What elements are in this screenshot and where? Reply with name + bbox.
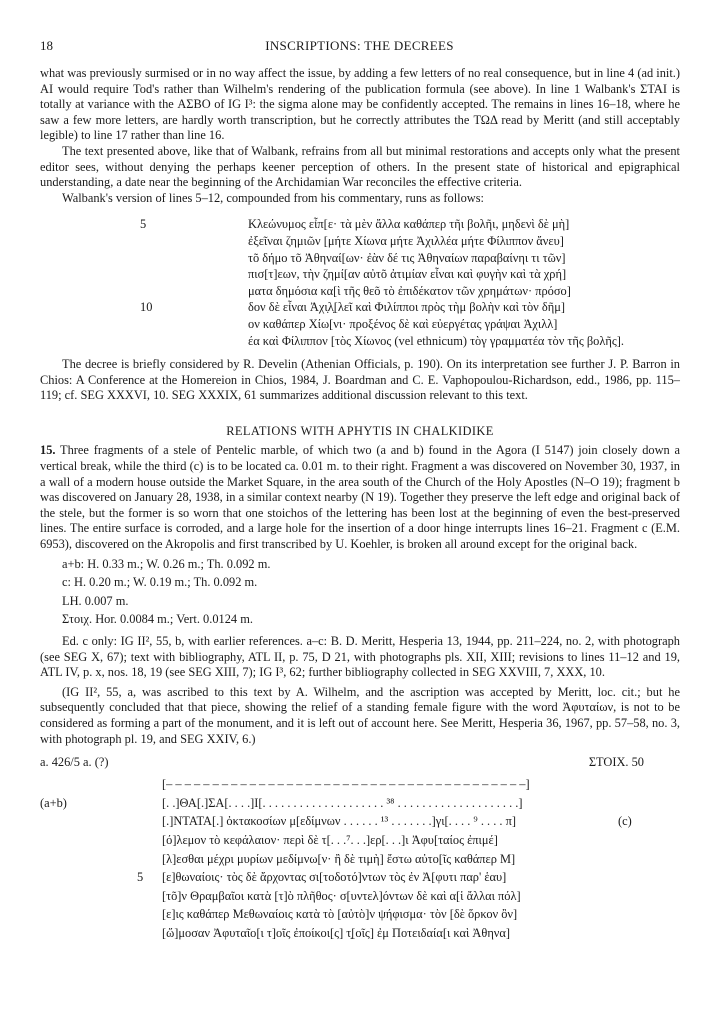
walbank-line [40,333,680,350]
walbank-line [40,266,680,283]
line-number [40,266,248,283]
entry-number: 15. [40,443,56,458]
line-text: Κλεώνυμος εἶπ[ε· τὰ μὲν ἄλλα καθάπερ τῆι βολῆι, μηδενὶ δὲ μὴ] [248,217,570,232]
section-description-paragraph [40,443,680,552]
section-description: Three fragments of a stele of Pentelic marble, of which two (a and b) found in the Agora (I 5147) join closely down a vertical break, while the third (c) is to be located ca. 0.01 m. to their right. Fragment a was discovered on November 30, 1937, in a wall of a modern house outside the Market Square, in the area south of the Church of the Holy Apostles (N–O 19); fragment b was discovered on January 28, 1938, in a similar context nearby (N 19). Together they preserve the left edge and original back of the stele, but the former is so worn that one stoichos of the lettering has been lost at the beginning of even the best-preserved lines. The entire surface is corroded, and a large hole for the insertion of a door hinge interrupts lines 16–21. Fragment c (E.M. 6953), discovered on the Akropolis and first transcribed by U. Koehler, is broken all around except for the original back. [40,443,680,552]
bibliography-paragraph: The decree is briefly considered by R. Develin (Athenian Officials, p. 190). On its interpretation see further J. P. Barron in Chios: A Conference at the Homereion in Chios, 1984, J. Boardman and C. E. Vaphopoulou-Richardson, edd., 1986, pp. 115–119; cf. SEG XXXVI, 10. SEG XXXIX, 61 summarizes additional discussion relevant to this text. [40,357,680,403]
inscription-line [40,868,680,887]
line-text: [. .]ΘΑ[.]ΣΑ[. . . .]Ι[. . . . . . . . . . . . . . . . . . . . ³⁸ . . . . . . . . . . . . . . . . . . . .] [162,795,523,810]
line-text: [ε]ις καθάπερ Μεθωναίοις κατὰ τὸ [αὐτὸ]ν ψήφισμα· τὸν [δὲ ὅρκον ὂν] [162,907,518,922]
line-text: [– – – – – – – – – – – – – – – – – – – – – – – – – – – – – – – – – – – – – – –] [162,777,530,792]
line-text: ματα δημόσια κα[ὶ τῆς θεõ τὸ ἐπιδέκατον τῶν χρημάτων· πρόσο] [248,283,571,298]
line-text: πισ[τ]εων, τὴν ζημί[αν αὐτõ ἀτιμίαν εἶναι καὶ φυγὴν καὶ τὰ χρή] [248,267,567,282]
fragment-ab-label: (a+b) [40,795,67,810]
measurement-ab: a+b: H. 0.33 m.; W. 0.26 m.; Th. 0.092 m. [62,556,271,571]
inscription-line [40,850,680,869]
inscription-line [40,924,680,943]
inscription-text [40,775,680,942]
line-text: δον δὲ εἶναι Ἀχι̣λ̣[λεῖ καὶ Φιλίπποι πρὸς τὴμ βολὴν καὶ τὸν δῆμ] [248,300,565,315]
walbank-line [40,233,680,250]
walbank-line [40,299,680,316]
line-text: [ε]θωναίοις· τὸς δὲ ἄρχοντας σι[τοδοτό]ντων τὸς ἐν Ἀ[φυτι παρ' ἑαυ] [162,870,507,885]
line-number [40,333,248,350]
intro-paragraph-2: The text presented above, like that of Walbank, refrains from all but minimal restorations and accepts only what the present editor sees, without denying the perhaps keener perception of others. In the present state of historical and epigraphical understanding, a date near the beginning of the Archidamian War reconciles the effective criteria. [40,143,680,190]
inscription-line [40,831,680,850]
walbank-line [40,216,680,233]
line-text: [ό]λεμον τὸ κεφάλαιον· περὶ δὲ τ[. . .⁷. . .]ερ[. . .]ι Ἀφυ[ταίος ἐπιμέ] [162,832,498,847]
line-number: 10 [140,300,153,315]
measurements-block [40,557,680,628]
section-title: RELATIONS WITH APHYTIS IN CHALKIDIKE [226,423,494,438]
inscription-line [40,887,680,906]
line-number [40,250,248,267]
line-text: [.]ΝΤΑΤΑ[.] ὀκτακοσίων μ[εδίμνων . . . . . . ¹³ . . . . . . .]γι[. . . . ⁹ . . . . π] [162,814,517,829]
inscription-date: a. 426/5 a. (?) [40,755,109,770]
measurement-c: c: H. 0.20 m.; W. 0.19 m.; Th. 0.092 m. [62,575,258,590]
walbank-line [40,250,680,267]
line-text: έα καὶ Φίλιππον [τὸς Χίωνος (vel ethnicum) τὸγ γραμματέα τὸν τῆς βολῆς]. [248,333,624,348]
inscription-line [40,794,680,813]
line-number [40,283,248,300]
inscription-line [40,905,680,924]
line-text: τõ δήμο τõ Ἀθηναί[ων· ἐὰν δέ τις Ἀθηναίων παραβαίνηι τι τῶν] [248,250,566,265]
page-header [40,38,679,56]
line-number: 5 [140,217,147,232]
fragment-c-label: (c) [618,814,632,829]
line-number [40,233,248,250]
note-paragraph: (IG II², 55, a, was ascribed to this text by A. Wilhelm, and the ascription was accepted by Meritt, loc. cit.; but he subsequently concluded that that piece, showing the relief of a standing female figure with the word Ἀφυταίων, is not to be considered as forming a part of the monument, and it is left out of account here. See Meritt, Hesperia 36, 1967, pp. 57–58, no. 3, with photograph pl. 19, and SEG XXIV, 6.) [40,684,680,746]
page-content [40,66,680,943]
editions-block [40,634,680,747]
running-head: INSCRIPTIONS: THE DECREES [265,38,454,53]
line-text: [ὤ]μοσαν Ἀφυταῖο[ι τ]οῖς ἐποίκοι[ς] τ̣[οῖς] ἐμ Ποτειδαία[ι καὶ Ἀθηνα] [162,925,511,940]
inscription-header [40,755,680,773]
line-number: 5 [137,870,144,885]
page-number: 18 [40,38,53,53]
line-text: [λ]εσθαι μέχρι μυρίων μεδίμνω[ν· ἢ δὲ τιμὴ] ἔστω αὐτο[ῖς καθάπερ Μ] [162,851,516,866]
walbank-text-block [40,216,680,349]
stoichedon-spacing: Στοιχ. Hor. 0.0084 m.; Vert. 0.0124 m. [62,612,253,627]
line-text: ἐξεῖναι ζημιῶν [μήτε Χίωνα μήτε Ἀχιλλέα μήτε Φίλιππον ἄνευ] [248,233,564,248]
line-text: [τõ]ν Θραμβαῖοι κατὰ [τ]ὸ πλῆθος· σ[υντελ]όντων δὲ καὶ α[ἱ ἄλλαι πόλ] [162,888,521,903]
letter-height: LH. 0.007 m. [62,593,129,608]
inscription-line [40,775,680,794]
editions-paragraph: Ed. c only: IG II², 55, b, with earlier references. a–c: B. D. Meritt, Hesperia 13, 1944, pp. 211–224, no. 2, with photograph (see SEG X, 67); text with bibliography, ATL II, p. 75, D 21, with photographs pls. XII, XIII; revisions to lines 11–12 and 19, ATL IV, p. x, nos. 18, 19 (see SEG XIII, 7); IG I³, 62; further bibliography collected in SEG XXVIII, 7, XXX, 10. [40,634,680,680]
line-text: ον καθάπερ Χίω[νι· προξένος δὲ καὶ εὐεργέτας γράψαι Ἀχιλλ] [248,316,558,331]
line-number [40,316,248,333]
stoichedon-count: ΣΤΟΙΧ. 50 [588,755,644,770]
walbank-line [40,316,680,333]
intro-paragraph-1: what was previously surmised or in no way affect the issue, by adding a few letters of no real consequence, but in line 4 (ad init.) AI would require Tod's rather than Wilhelm's rendering of the publication formula (see above). In line 1 Walbank's ΣΤΑΙ is totally at variance with the ΑΣΒΟ of IG I³: the sigma alone may be confidently accepted. The remains in lines 16–18, where he saw a few more letters, are hardly worth transcription, but he correctly attributes the ΤΩΔ read by Meritt (and still acceptably legible) to line 17 rather than line 16. [40,66,680,143]
intro-paragraph-3: Walbank's version of lines 5–12, compounded from his commentary, runs as follows: [62,190,484,205]
walbank-line [40,283,680,300]
inscription-line [40,812,680,831]
